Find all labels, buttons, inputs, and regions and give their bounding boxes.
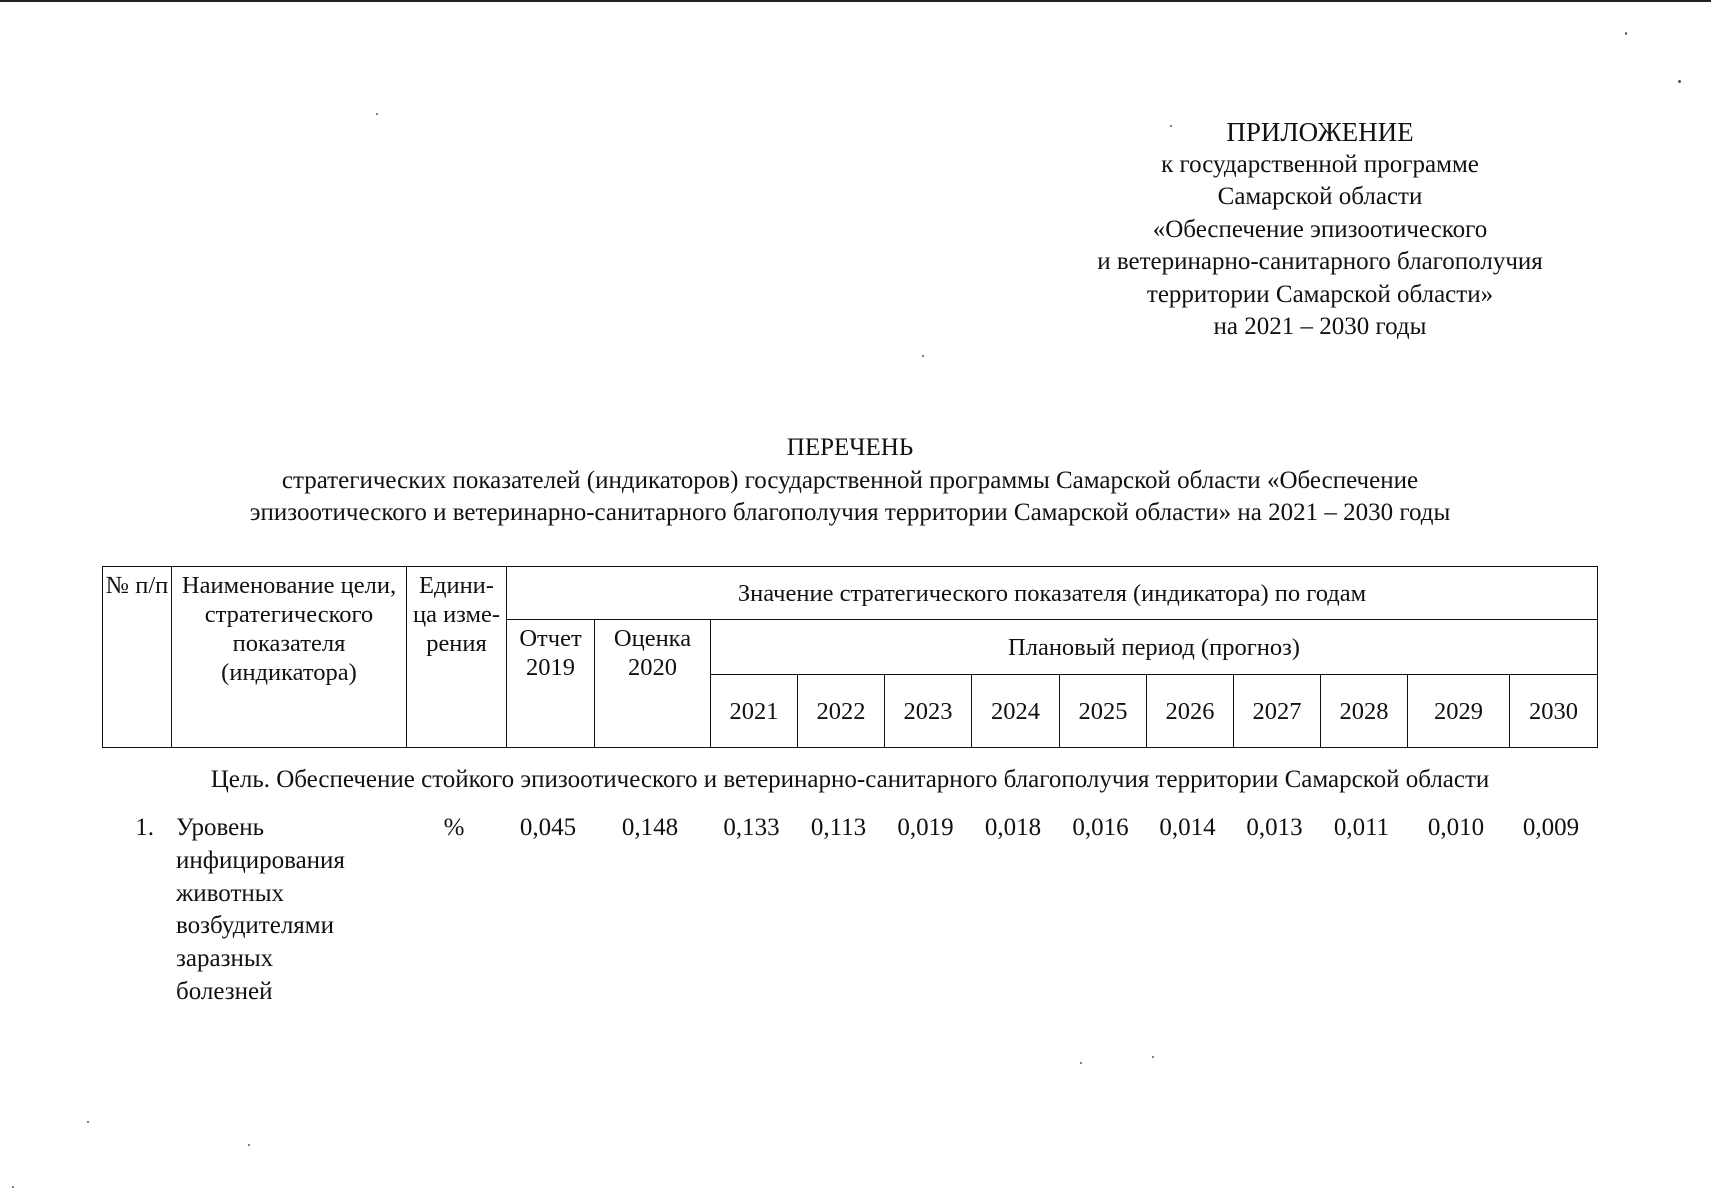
list-title-line: стратегических показателей (индикаторов) государственной программы Самарской области «Обеспечение <box>281 466 1419 494</box>
scan-speck <box>376 113 378 115</box>
header-unit: Едини- ца изме- рения <box>407 567 507 748</box>
row-plan-value: 0,009 <box>1522 814 1580 841</box>
header-year: 2023 <box>885 675 972 748</box>
header-year: 2021 <box>711 675 798 748</box>
appendix-line: и ветеринарно-санитарного благополучия <box>1097 248 1543 275</box>
row-indicator-name <box>176 812 396 1009</box>
row-estimate-2020: 0,148 <box>621 814 679 841</box>
row-name-line: возбудителями <box>176 912 334 940</box>
row-plan-value: 0,019 <box>897 814 954 841</box>
list-heading: ПЕРЕЧЕНЬ <box>786 434 914 461</box>
row-plan-value: 0,011 <box>1333 814 1390 841</box>
list-title <box>100 432 1600 530</box>
row-plan-value: 0,014 <box>1159 814 1216 841</box>
scan-speck <box>248 1144 250 1146</box>
header-year: 2022 <box>798 675 885 748</box>
header-year: 2024 <box>972 675 1060 748</box>
appendix-block <box>1040 116 1600 344</box>
appendix-line: территории Самарской области» <box>1146 280 1494 308</box>
header-year: 2028 <box>1321 675 1408 748</box>
header-plan-period: Плановый период (прогноз) <box>711 620 1598 675</box>
header-values-by-year: Значение стратегического показателя (индикатора) по годам <box>507 567 1598 620</box>
scan-speck <box>1152 1056 1154 1058</box>
appendix-line: «Обеспечение эпизоотического <box>1152 215 1488 243</box>
scan-speck <box>922 355 924 357</box>
scan-speck <box>1678 80 1681 83</box>
row-plan-value: 0,133 <box>723 814 780 841</box>
scan-speck <box>1080 1062 1082 1064</box>
appendix-line: к государственной программе <box>1161 150 1479 178</box>
list-title-line: эпизоотического и ветеринарно-санитарного благополучия территории Самарской области» на 2021 – 2030 годы <box>249 499 1451 526</box>
scan-speck <box>87 1121 89 1123</box>
row-report-2019: 0,045 <box>519 814 577 841</box>
header-number: № п/п <box>103 567 172 748</box>
row-plan-value: 0,018 <box>984 814 1042 841</box>
row-plan-value: 0,013 <box>1246 814 1303 841</box>
header-year: 2029 <box>1408 675 1510 748</box>
scan-speck <box>12 1186 14 1188</box>
appendix-line: на 2021 – 2030 годы <box>1213 313 1427 340</box>
row-number: 1. <box>135 814 154 841</box>
scan-top-edge <box>0 0 1711 2</box>
header-indicator-name: Наименование цели, стратегического показателя (индикатора) <box>172 567 407 748</box>
header-year: 2027 <box>1234 675 1321 748</box>
row-name-line: животных <box>176 879 285 907</box>
row-name-line: болезней <box>176 977 273 1005</box>
row-plan-value: 0,113 <box>810 814 867 841</box>
scan-speck <box>1625 32 1627 35</box>
header-year: 2030 <box>1510 675 1598 748</box>
row-name-line: инфицирования <box>176 846 345 874</box>
row-plan-value: 0,010 <box>1427 814 1485 841</box>
indicators-table-header <box>102 566 1598 748</box>
header-report-2019: Отчет 2019 <box>507 620 595 748</box>
row-plan-value: 0,016 <box>1072 814 1129 841</box>
row-name-line: заразных <box>176 945 274 973</box>
goal-statement: Цель. Обеспечение стойкого эпизоотического и ветеринарно-санитарного благополучия территории Самарской области <box>210 766 1490 793</box>
row-unit: % <box>443 814 465 841</box>
header-estimate-2020: Оценка 2020 <box>595 620 711 748</box>
header-year: 2026 <box>1147 675 1234 748</box>
header-year: 2025 <box>1060 675 1147 748</box>
row-name-line: Уровень <box>176 814 265 841</box>
appendix-line: Самарской области <box>1217 183 1423 210</box>
appendix-heading: ПРИЛОЖЕНИЕ <box>1226 117 1414 147</box>
